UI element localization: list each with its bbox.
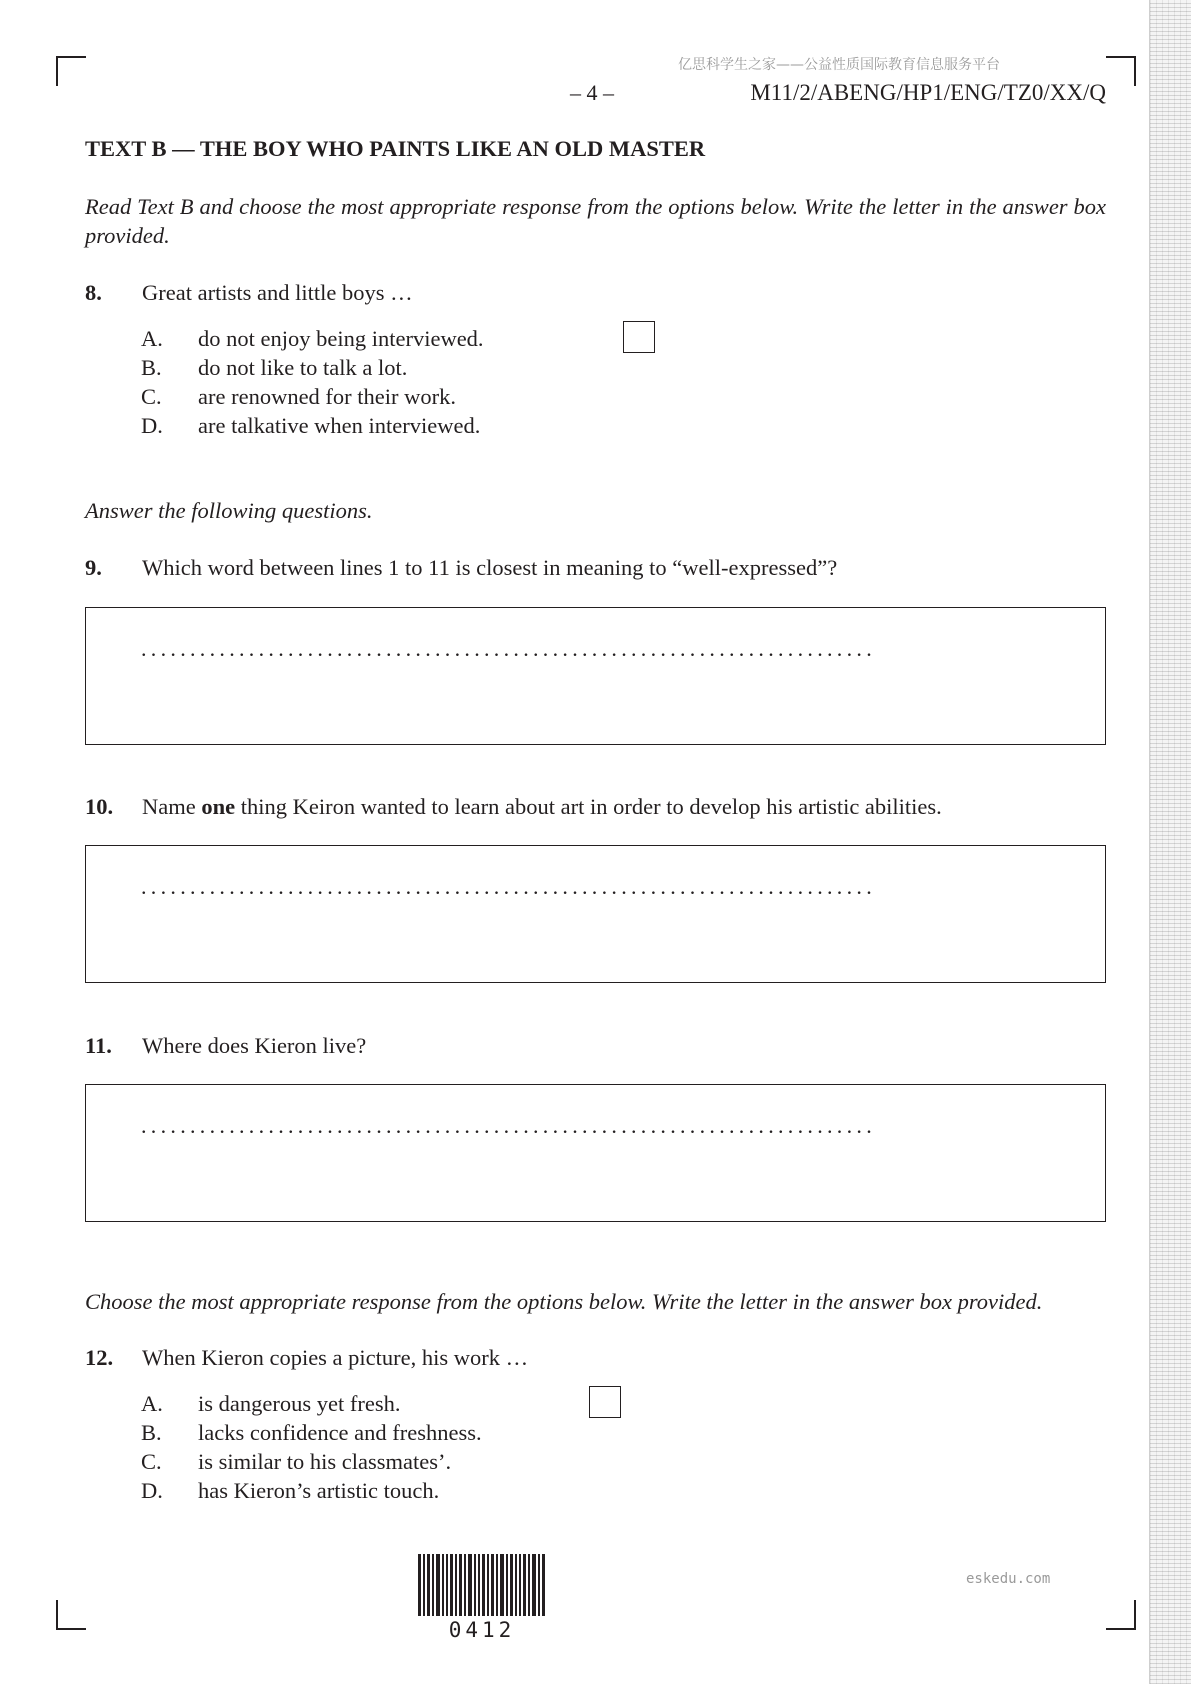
question-stem-start: Name: [142, 794, 202, 819]
option-letter: D.: [141, 413, 163, 438]
question-8-options: [141, 324, 484, 440]
question-stem: Where does Kieron live?: [142, 1033, 367, 1058]
question-number: 8.: [85, 280, 102, 305]
option-text: has Kieron’s artistic touch.: [198, 1478, 440, 1503]
question-number: 9.: [85, 555, 102, 580]
question-8: [85, 280, 413, 306]
answer-area-question-10[interactable]: [85, 845, 1106, 983]
option-text: lacks confidence and freshness.: [198, 1420, 482, 1445]
option-c: [141, 382, 484, 411]
option-d: [141, 1476, 482, 1505]
question-stem-emphasis: one: [201, 794, 236, 819]
answer-area-question-11[interactable]: [85, 1084, 1106, 1222]
instruction-choose-response: Choose the most appropriate response from the options below. Write the letter in the answer box provided.: [85, 1289, 1043, 1314]
option-letter: D.: [141, 1478, 163, 1503]
watermark-top: 亿思科学生之家——公益性质国际教育信息服务平台: [678, 57, 1000, 73]
page-number: – 4 –: [570, 80, 614, 105]
option-letter: C.: [141, 1449, 162, 1474]
barcode-number: 0412: [448, 1618, 516, 1642]
option-text: do not like to talk a lot.: [198, 355, 408, 380]
option-c: [141, 1447, 482, 1476]
question-number: 12.: [85, 1345, 114, 1370]
page-edge-strip: [1149, 0, 1191, 1684]
question-12: [85, 1345, 528, 1371]
question-stem: Which word between lines 1 to 11 is closest in meaning to “well-expressed”?: [142, 555, 838, 580]
option-a: [141, 1389, 482, 1418]
question-stem-end: thing Keiron wanted to learn about art in order to develop his artistic abilities.: [235, 794, 942, 819]
option-text: are talkative when interviewed.: [198, 413, 481, 438]
question-number: 11.: [85, 1033, 112, 1058]
site-watermark: eskedu.com: [966, 1571, 1051, 1587]
option-text: is similar to his classmates’.: [198, 1449, 452, 1474]
option-text: is dangerous yet fresh.: [198, 1391, 401, 1416]
question-stem: Great artists and little boys …: [142, 280, 413, 305]
option-letter: C.: [141, 384, 162, 409]
option-letter: A.: [141, 326, 163, 351]
option-letter: B.: [141, 1420, 162, 1445]
option-letter: A.: [141, 1391, 163, 1416]
question-number: 10.: [85, 794, 114, 819]
crop-mark-bottom-right: [1106, 1600, 1136, 1630]
paper-code: M11/2/ABENG/HP1/ENG/TZ0/XX/Q: [750, 80, 1106, 105]
instruction-answer-questions: Answer the following questions.: [85, 498, 373, 523]
option-letter: B.: [141, 355, 162, 380]
answer-box-question-8[interactable]: [623, 321, 655, 353]
answer-box-question-12[interactable]: [589, 1386, 621, 1418]
crop-mark-top-right: [1106, 56, 1136, 86]
option-b: [141, 1418, 482, 1447]
option-text: are renowned for their work.: [198, 384, 457, 409]
section-title: TEXT B — THE BOY WHO PAINTS LIKE AN OLD MASTER: [85, 136, 706, 161]
option-text: do not enjoy being interviewed.: [198, 326, 484, 351]
option-a: [141, 324, 484, 353]
answer-dot-line: ...........................................................................: [141, 874, 876, 899]
answer-dot-line: ...........................................................................: [141, 636, 876, 661]
answer-area-question-9[interactable]: [85, 607, 1106, 745]
section-instruction: Read Text B and choose the most appropriate response from the options below. Write the letter in the answer box provided.: [85, 194, 1106, 248]
barcode: [418, 1554, 546, 1616]
crop-mark-top-left: [56, 56, 86, 86]
option-b: [141, 353, 484, 382]
crop-mark-bottom-left: [56, 1600, 86, 1630]
answer-dot-line: ...........................................................................: [141, 1113, 876, 1138]
question-11: [85, 1033, 366, 1059]
question-12-options: [141, 1389, 482, 1505]
option-d: [141, 411, 484, 440]
question-9: [85, 555, 837, 581]
question-10: [85, 794, 942, 820]
question-stem: When Kieron copies a picture, his work …: [142, 1345, 529, 1370]
